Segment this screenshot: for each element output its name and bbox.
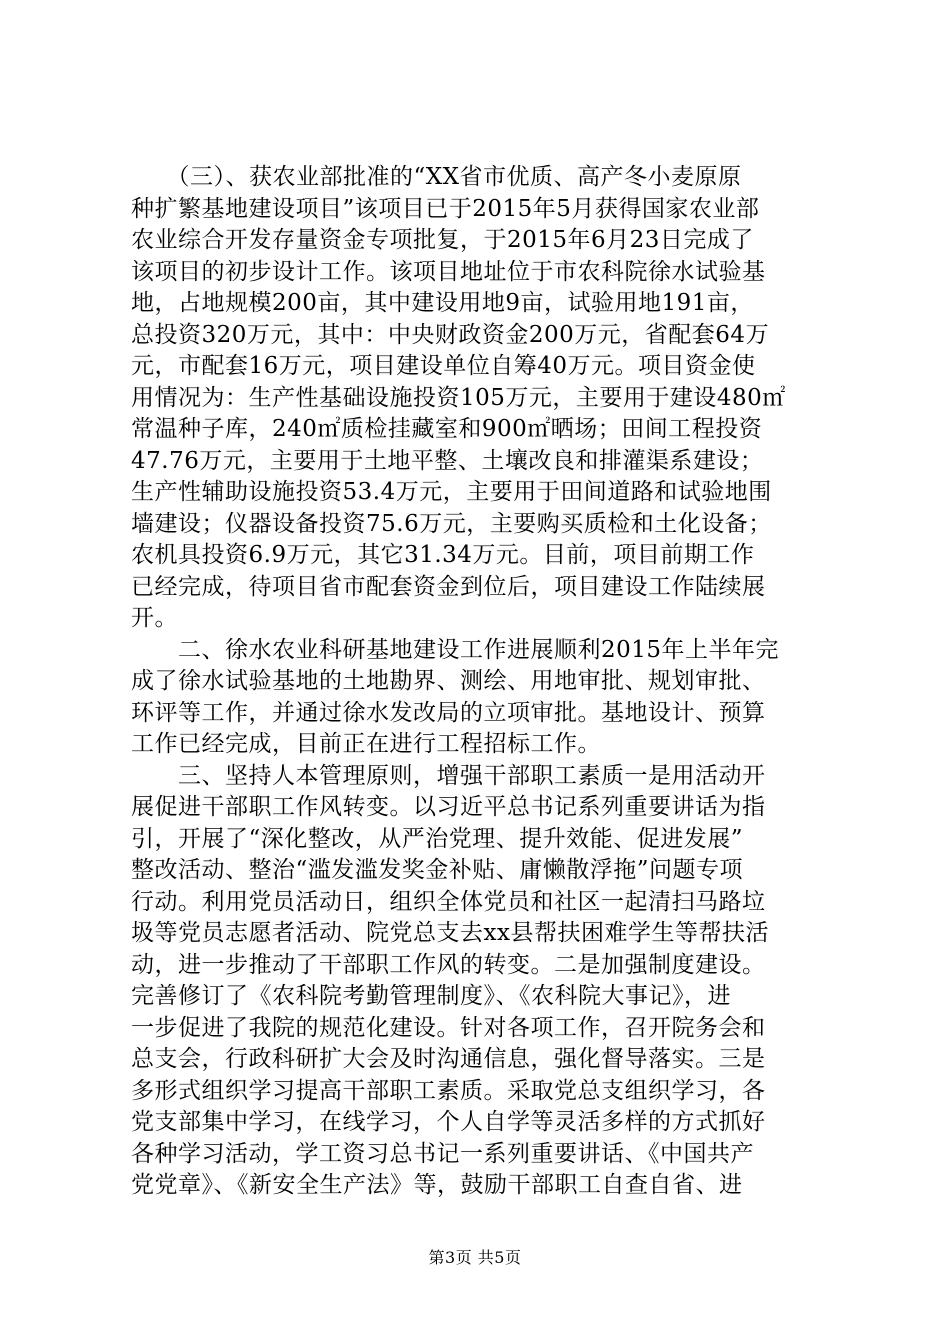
page-number-footer: 第3页 共5页 — [428, 1248, 522, 1267]
text-line: 引，开展了“深化整改，从严治党理、提升效能、促进发展” — [131, 825, 744, 852]
text-line: 该项目的初步设计工作。该项目地址位于市农科院徐水试验基 — [131, 258, 766, 285]
text-line: 常温种子库，240㎡质检挂藏室和900㎡晒场；田间工程投资 — [131, 416, 763, 442]
text-line: 生产性辅助设施投资53.4万元，主要用于田间道路和试验地围 — [131, 479, 772, 505]
text-line: 三、坚持人本管理原则，增强干部职工素质一是用活动开 — [131, 762, 766, 789]
text-line: 整改活动、整治“滥发滥发奖金补贴、庸懒散浮拖”问题专项 — [131, 857, 744, 883]
text-line: 农机具投资6.9万元，其它31.34万元。目前，项目前期工作 — [131, 542, 755, 568]
text-line: 用情况为：生产性基础设施投资105万元，主要用于建设480㎡ — [131, 384, 786, 411]
text-line: 党党章》、《新安全生产法》等，鼓励干部职工自查自省、进 — [131, 1172, 743, 1198]
text-line: 多形式组织学习提高干部职工素质。采取党总支组织学习，各 — [131, 1077, 766, 1104]
text-line: 各种学习活动，学工资习总书记一系列重要讲话、《中国共产 — [131, 1140, 754, 1167]
document-body — [131, 162, 831, 1202]
text-line: 开。 — [131, 605, 178, 631]
text-line: 农业综合开发存量资金专项批复，于2015年6月23日完成了 — [131, 227, 754, 253]
text-line: 完善修订了《农科院考勤管理制度》、《农科院大事记》，进 — [131, 983, 731, 1009]
text-line: 一步促进了我院的规范化建设。针对各项工作，召开院务会和 — [131, 1014, 766, 1041]
text-line: （三）、获农业部批准的“XX省市优质、高产冬小麦原原 — [131, 164, 742, 190]
text-line: 47.76万元，主要用于土地平整、土壤改良和排灌渠系建设； — [131, 447, 764, 474]
text-line: 总支会，行政科研扩大会及时沟通信息，强化督导落实。三是 — [131, 1046, 766, 1072]
text-line: 墙建设；仪器设备投资75.6万元，主要购买质检和土化设备； — [131, 510, 772, 537]
text-line: 环评等工作，并通过徐水发改局的立项审批。基地设计、预算 — [131, 699, 766, 726]
text-line: 已经完成，待项目省市配套资金到位后，项目建设工作陆续展 — [131, 573, 766, 600]
text-line: 动，进一步推动了干部职工作风的转变。二是加强制度建设。 — [131, 951, 766, 978]
text-line: 成了徐水试验基地的土地勘界、测绘、用地审批、规划审批、 — [131, 668, 766, 694]
text-line: 圾等党员志愿者活动、院党总支去xx县帮扶困难学生等帮扶活 — [131, 920, 769, 946]
text-line: 工作已经完成，目前正在进行工程招标工作。 — [131, 731, 601, 757]
text-line: 行动。利用党员活动日，组织全体党员和社区一起清扫马路垃 — [131, 888, 766, 915]
text-line: 总投资320万元，其中：中央财政资金200万元，省配套64万 — [131, 321, 770, 348]
text-line: 展促进干部职工作风转变。以习近平总书记系列重要讲话为指 — [131, 794, 766, 820]
text-line: 二、徐水农业科研基地建设工作进展顺利2015年上半年完 — [131, 636, 780, 663]
text-line: 种扩繁基地建设项目”该项目已于2015年5月获得国家农业部 — [131, 195, 760, 222]
text-line: 党支部集中学习，在线学习，个人自学等灵活多样的方式抓好 — [131, 1109, 766, 1135]
text-line: 地，占地规模200亩，其中建设用地9亩，试验用地191亩， — [131, 290, 754, 316]
text-line: 元，市配套16万元，项目建设单位自筹40万元。项目资金使 — [131, 353, 756, 379]
